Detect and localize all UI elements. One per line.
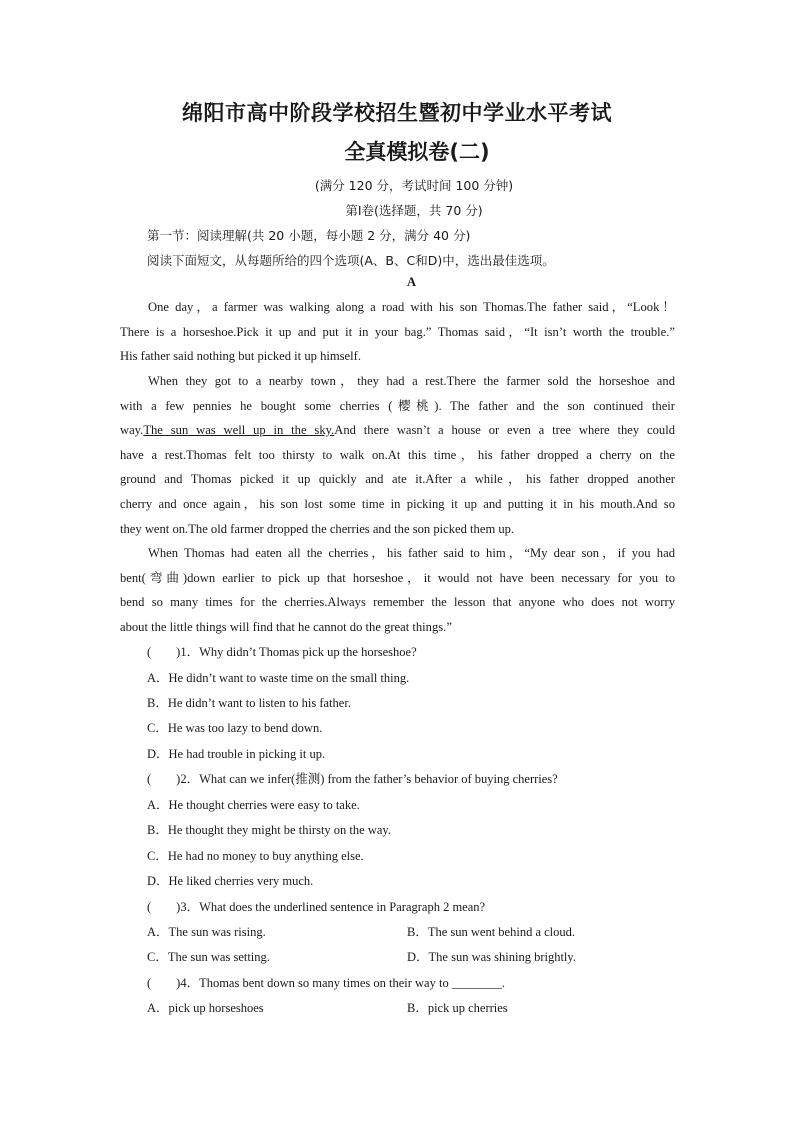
question-option[interactable]: A．The sun was rising. — [147, 925, 266, 939]
question-option[interactable]: B．The sun went behind a cloud. — [407, 925, 576, 939]
passage-line — [120, 418, 675, 443]
passage-line: have a rest.Thomas felt too thirsty to walk on.At this time，his father dropped a cherry on the — [120, 448, 675, 462]
exam-subtitle: 全真模拟卷(二) — [344, 140, 490, 164]
passage-line: bent(弯曲)down earlier to pick up that horseshoe，it would not have been necessary for you to — [120, 571, 675, 585]
passage-line: about the little things will find that he cannot do the great things.” — [120, 620, 452, 634]
question-option[interactable]: C．He was too lazy to bend down. — [147, 721, 323, 735]
section-instruction: 阅读下面短文，从每题所给的四个选项(A、B、C和D)中，选出最佳选项。 — [147, 253, 555, 268]
question-option[interactable]: A．He didn’t want to waste time on the small thing. — [147, 671, 410, 685]
passage-line: When Thomas had eaten all the cherries，his father said to him，“My dear son，if you had — [148, 546, 675, 560]
passage-text: way. — [120, 423, 144, 437]
question-option[interactable]: C．The sun was setting. — [147, 950, 270, 964]
passage-line: with a few pennies he bought some cherries (樱桃). The father and the son continued their — [120, 399, 675, 413]
passage-line: bend so many times for the cherries.Always remember the lesson that anyone who does not worry — [120, 595, 675, 609]
passage-line: There is a horseshoe.Pick it up and put it in your bag.” Thomas said，“It isn’t worth the trouble.” — [120, 325, 675, 339]
question-stem: ( )2．What can we infer(推测) from the father’s behavior of buying cherries? — [147, 772, 558, 786]
question-option[interactable]: B．He thought they might be thirsty on the way. — [147, 823, 391, 837]
question-stem: ( )1．Why didn’t Thomas pick up the horseshoe? — [147, 645, 417, 659]
passage-line: ground and Thomas picked it up quickly and ate it.After a while，his father dropped another — [120, 472, 675, 486]
question-option[interactable]: A．He thought cherries were easy to take. — [147, 798, 360, 812]
passage-line: cherry and once again，his son lost some time in picking it up and putting it in his mouth.And so — [120, 497, 675, 511]
section-heading: 第一节：阅读理解(共 20 小题，每小题 2 分，满分 40 分) — [147, 228, 471, 243]
question-stem: ( )3．What does the underlined sentence in Paragraph 2 mean? — [147, 900, 486, 914]
question-option[interactable]: D．He liked cherries very much. — [147, 874, 314, 888]
passage-label: A — [407, 275, 417, 289]
passage-line: When they got to a nearby town，they had a rest.There the farmer sold the horseshoe and — [148, 374, 675, 388]
question-option[interactable]: C．He had no money to buy anything else. — [147, 849, 364, 863]
question-option[interactable]: D．The sun was shining brightly. — [407, 950, 576, 964]
passage-line: One day，a farmer was walking along a road with his son Thomas.The father said，“Look！ — [148, 300, 675, 314]
question-stem: ( )4．Thomas bent down so many times on their way to ________. — [147, 976, 505, 990]
question-option[interactable]: D．He had trouble in picking it up. — [147, 747, 326, 761]
volume-heading: 第Ⅰ卷(选择题，共 70 分) — [345, 203, 483, 218]
question-option[interactable]: B．pick up cherries — [407, 1001, 508, 1015]
exam-title: 绵阳市高中阶段学校招生暨初中学业水平考试 — [182, 101, 612, 125]
question-option[interactable]: B．He didn’t want to listen to his father. — [147, 696, 351, 710]
passage-line: they went on.The old farmer dropped the cherries and the son picked them up. — [120, 522, 515, 536]
passage-line: His father said nothing but picked it up himself. — [120, 349, 361, 363]
question-option[interactable]: A．pick up horseshoes — [147, 1001, 264, 1015]
underlined-sentence: The sun was well up in the sky. — [143, 423, 335, 437]
passage-text: And there wasn’t a house or even a tree where they could — [334, 423, 675, 437]
exam-info: (满分 120 分，考试时间 100 分钟) — [314, 178, 514, 193]
